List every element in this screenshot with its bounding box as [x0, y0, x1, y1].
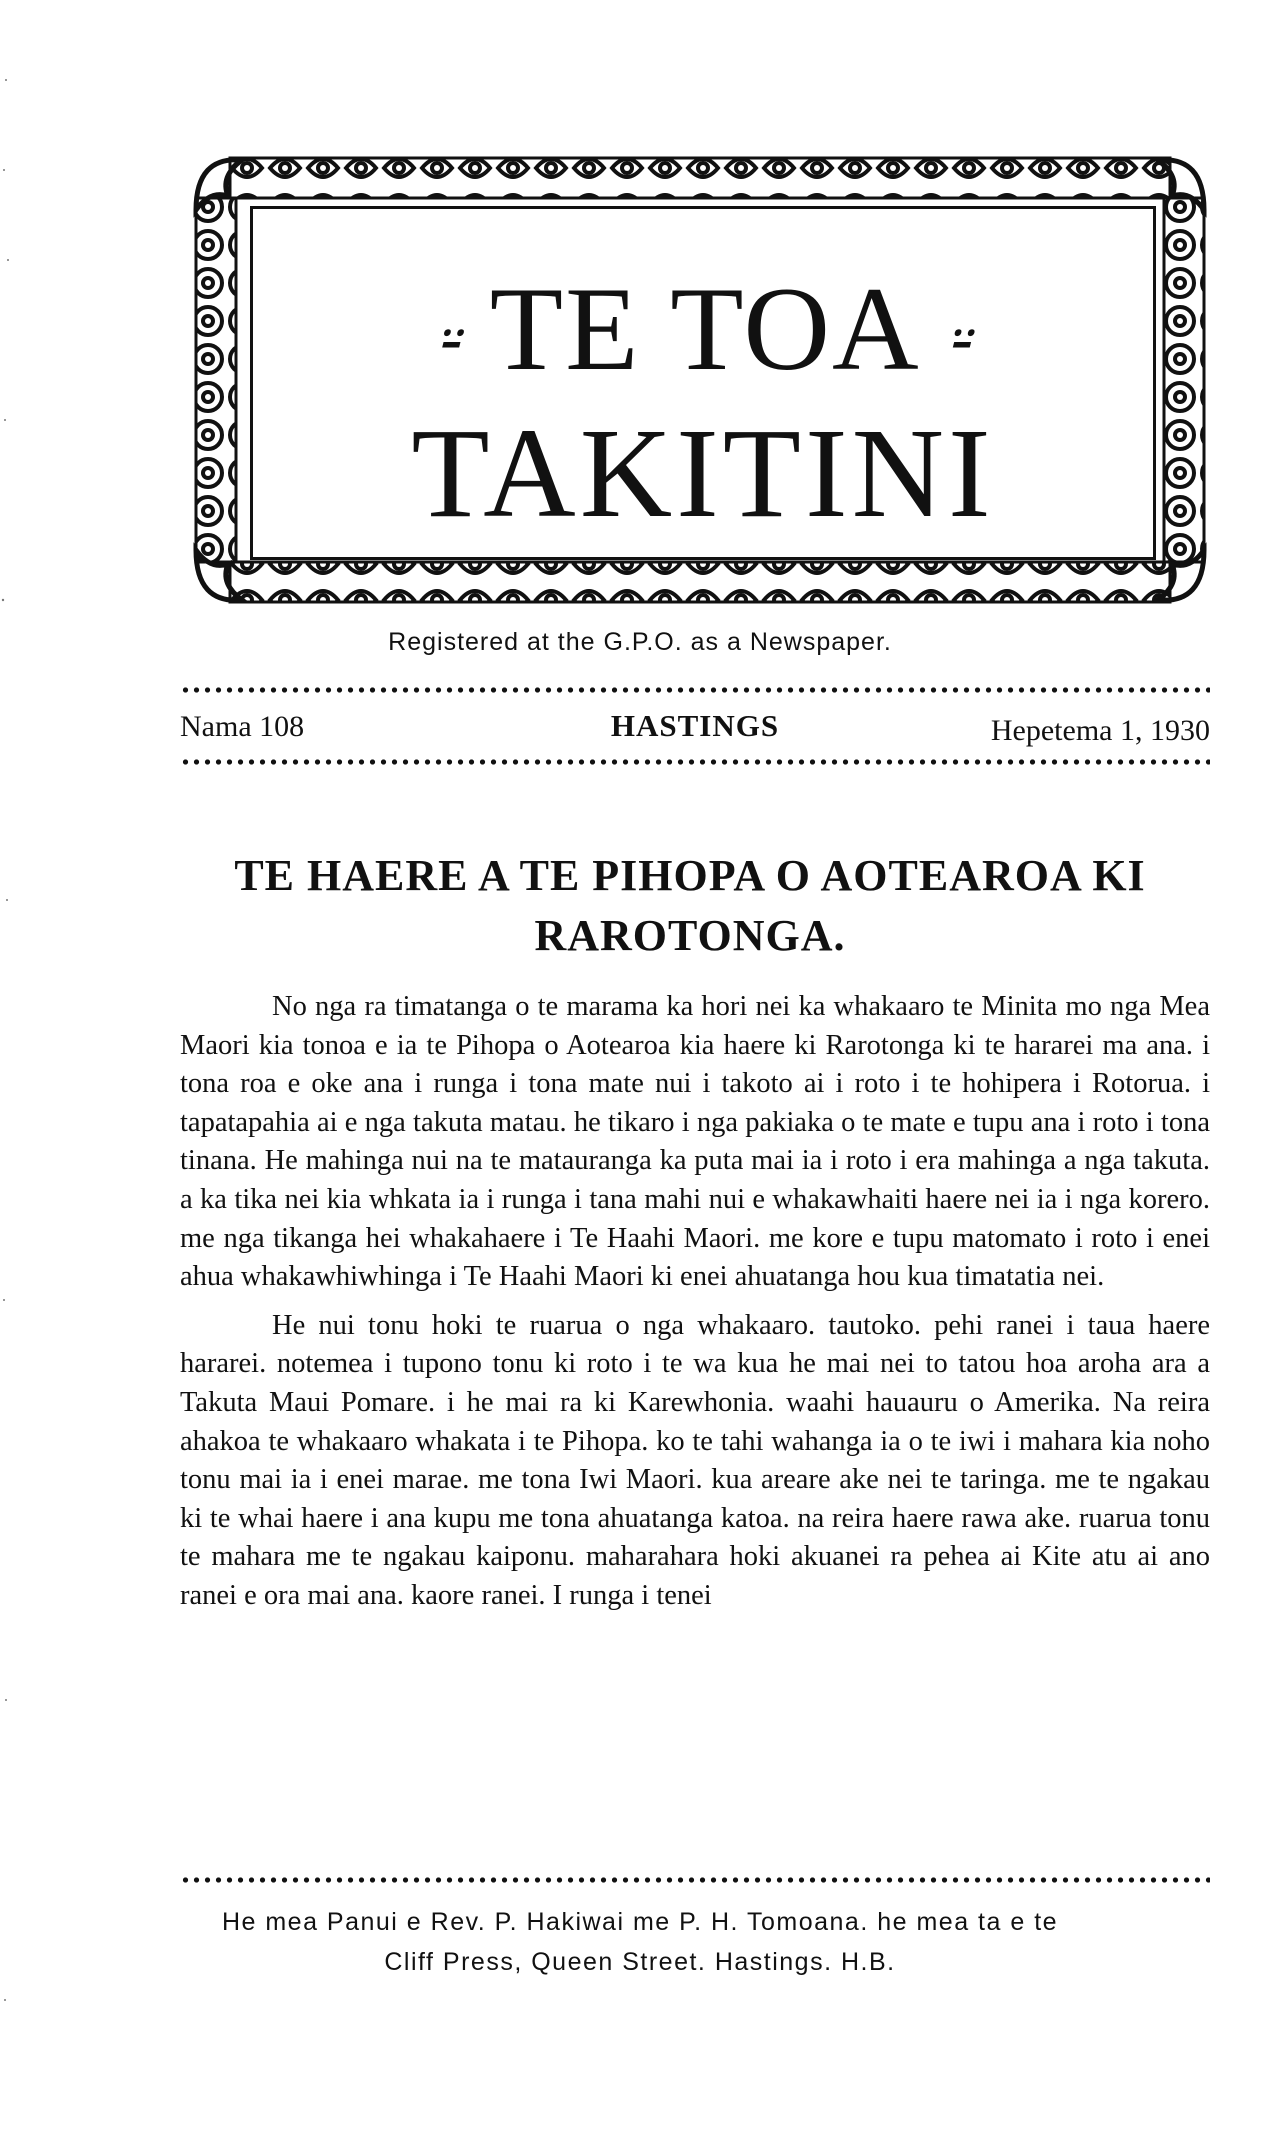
registration-notice: Registered at the G.P.O. as a Newspaper.: [388, 628, 892, 656]
dotted-rule-top: [180, 686, 1210, 694]
masthead: [190, 150, 1210, 610]
title-text-1: TE TOA: [489, 262, 915, 395]
swash-right-icon: ⸚: [946, 302, 971, 380]
dotted-rule-middle: [180, 758, 1210, 766]
masthead-title-line1: [253, 262, 1153, 401]
swash-left-icon: ⸚: [435, 302, 460, 380]
masthead-title-line2: TAKITINI: [411, 402, 995, 544]
article-paragraph-1: No nga ra timatanga o te marama ka hori nei ka whakaaro te Minita mo nga Mea Maori kia tonoa e ia te Pihopa o Aotearoa kia haere ki Rarotonga ki te hararei ma ana. i tona roa e oke ana i runga i tona mate nui i takoto ai i roto i te hohipera i Rotorua. i tapatapahia ai e nga takuta matau. he tikaro i nga pakiaka o te mate e tupu ana i roto i tona tinana. He mahinga nui na te matauranga ka puta mai ia i roto i era mahinga a nga takuta. a ka tika nei kia whkata ia i runga i tana mahi nui e whakawhaiti haere nei ia i nga korero. me nga tikanga hei whakahaere i Te Haahi Maori. me kore e tupu matomato i roto i enei ahua whakawhiwhinga i Te Haahi Maori ki enei ahuatanga hou kua timatatia nei.: [180, 991, 1210, 1293]
masthead-frame: [250, 206, 1156, 560]
issue-place: HASTINGS: [610, 708, 780, 743]
footer-line-2: Cliff Press, Queen Street. Hastings. H.B.: [384, 1948, 896, 1976]
article-body: [180, 988, 1210, 1626]
issue-number: Nama 108: [180, 710, 305, 743]
footer-line-1: He mea Panui e Rev. P. Hakiwai me P. H. Tomoana. he mea ta e te: [221, 1908, 1059, 1936]
article-headline: TE HAERE A TE PIHOPA O AOTEAROA KI RAROTONGA.: [234, 851, 1146, 960]
issue-info-row: [180, 706, 1210, 750]
publisher-footer: [0, 1902, 1280, 1982]
scan-specks: [0, 0, 30, 2136]
dotted-rule-bottom: [180, 1876, 1210, 1884]
issue-date: Hepetema 1, 1930: [990, 714, 1210, 747]
article-paragraph-2: He nui tonu hoki te ruarua o nga whakaaro. tautoko. pehi ranei i taua haere hararei. notemea i tupono tonu ki roto i te wa kua he mai nei to tatou hoa aroha ara a Takuta Maui Pomare. i he mai ra ki Karewhonia. waahi hauauru o Amerika. Na reira ahakoa te whakaaro whakata i te Pihopa. ko te tahi wahanga ia o te iwi i mahara kia noho tonu mai ia i enei marae. me tona Iwi Maori. kua areare ake nei te taringa. me te ngakau ki te whai haere i ana kupu me tona ahuatanga katoa. na reira haere rawa ake. ruarua tonu te mahara me te ngakau kaiponu. maharahara hoki akuanei ra pehea ai Kite atu ai ano ranei e ora mai ana. kaore ranei. I runga i tenei: [180, 1309, 1210, 1611]
